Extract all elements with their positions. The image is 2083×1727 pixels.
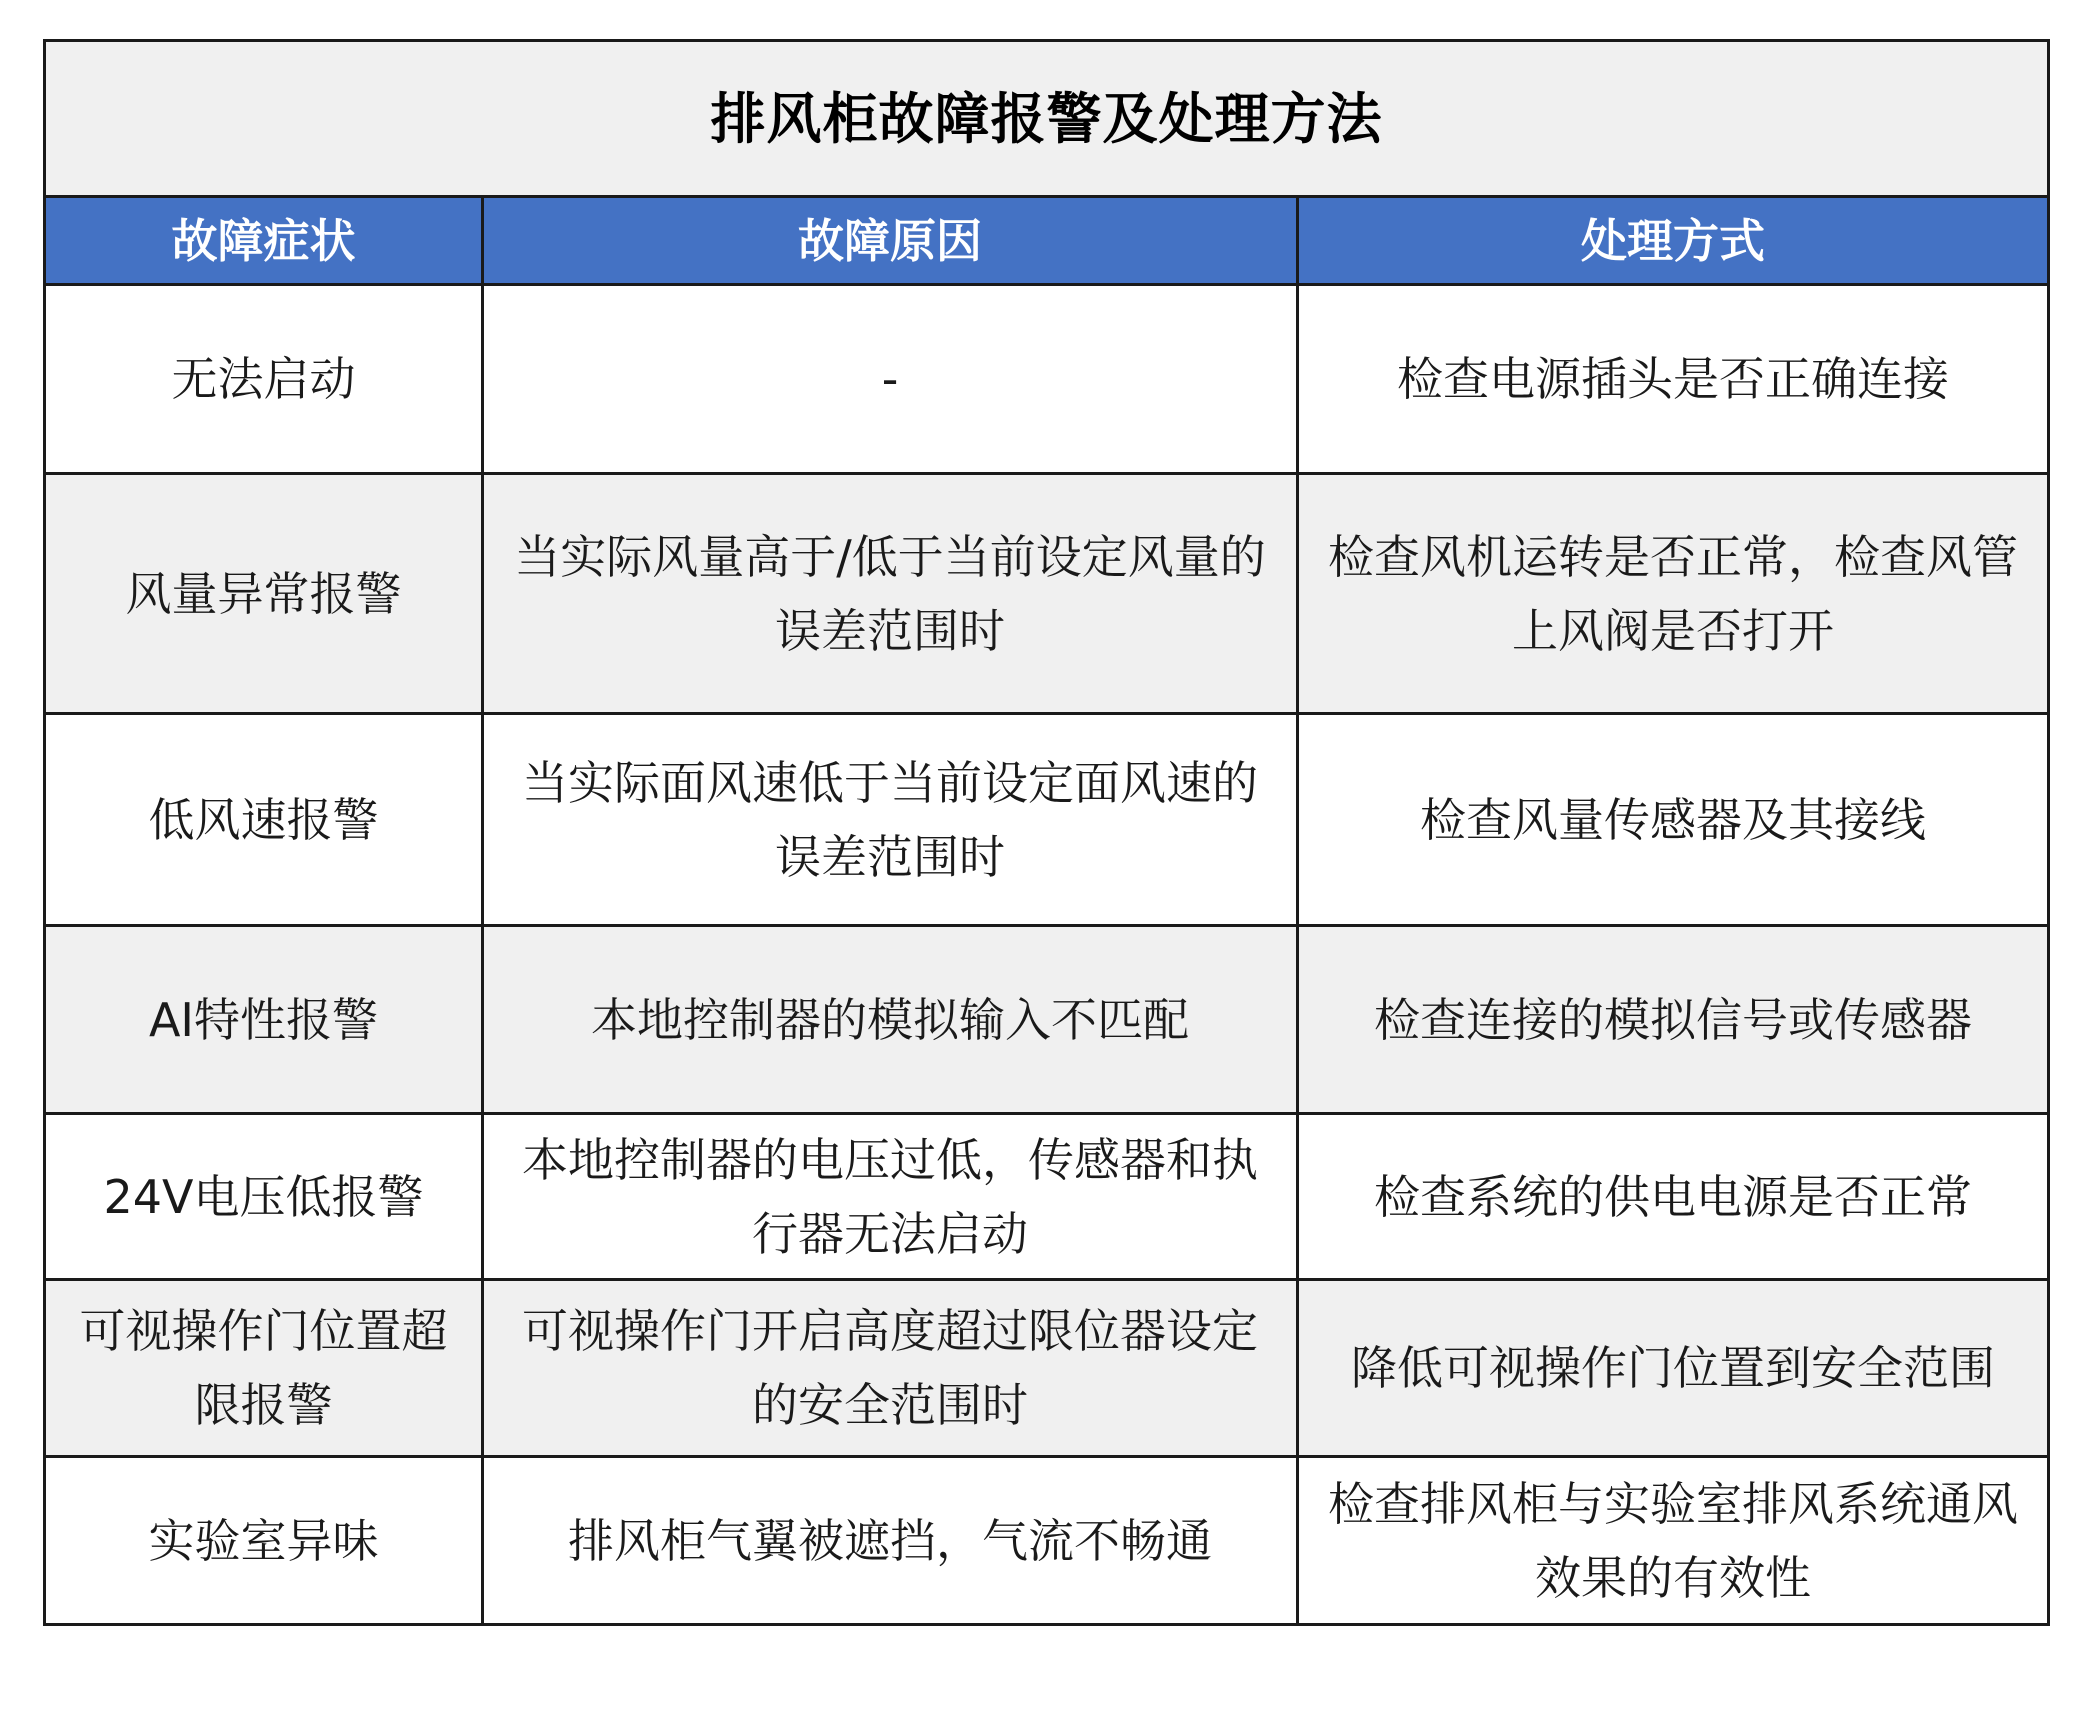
table-row xyxy=(45,926,2049,1114)
solution-cell: 检查风机运转是否正常，检查风管上风阀是否打开 xyxy=(1298,474,2049,714)
symptom-cell: 可视操作门位置超限报警 xyxy=(45,1280,483,1457)
header-row xyxy=(45,197,2049,285)
solution-cell: 检查风量传感器及其接线 xyxy=(1298,714,2049,926)
cause-cell: 当实际风量高于/低于当前设定风量的误差范围时 xyxy=(483,474,1298,714)
fault-table-container xyxy=(43,39,2047,1626)
solution-cell: 检查连接的模拟信号或传感器 xyxy=(1298,926,2049,1114)
solution-cell: 检查系统的供电电源是否正常 xyxy=(1298,1114,2049,1280)
table-row xyxy=(45,1457,2049,1625)
cause-cell: 排风柜气翼被遮挡，气流不畅通 xyxy=(483,1457,1298,1625)
solution-cell: 检查排风柜与实验室排风系统通风效果的有效性 xyxy=(1298,1457,2049,1625)
solution-cell: 检查电源插头是否正确连接 xyxy=(1298,285,2049,474)
cause-cell: - xyxy=(483,285,1298,474)
title-row xyxy=(45,41,2049,197)
symptom-cell: 低风速报警 xyxy=(45,714,483,926)
table-title: 排风柜故障报警及处理方法 xyxy=(45,41,2049,197)
table-row xyxy=(45,285,2049,474)
header-symptom: 故障症状 xyxy=(45,197,483,285)
symptom-cell: 无法启动 xyxy=(45,285,483,474)
symptom-cell: 实验室异味 xyxy=(45,1457,483,1625)
header-solution: 处理方式 xyxy=(1298,197,2049,285)
symptom-cell: 24V电压低报警 xyxy=(45,1114,483,1280)
symptom-cell: AI特性报警 xyxy=(45,926,483,1114)
header-cause: 故障原因 xyxy=(483,197,1298,285)
table-row xyxy=(45,714,2049,926)
cause-cell: 本地控制器的电压过低，传感器和执行器无法启动 xyxy=(483,1114,1298,1280)
cause-cell: 本地控制器的模拟输入不匹配 xyxy=(483,926,1298,1114)
symptom-cell: 风量异常报警 xyxy=(45,474,483,714)
cause-cell: 当实际面风速低于当前设定面风速的误差范围时 xyxy=(483,714,1298,926)
table-row xyxy=(45,474,2049,714)
solution-cell: 降低可视操作门位置到安全范围 xyxy=(1298,1280,2049,1457)
cause-cell: 可视操作门开启高度超过限位器设定的安全范围时 xyxy=(483,1280,1298,1457)
fault-alarm-table xyxy=(43,39,2050,1626)
table-row xyxy=(45,1114,2049,1280)
table-row xyxy=(45,1280,2049,1457)
